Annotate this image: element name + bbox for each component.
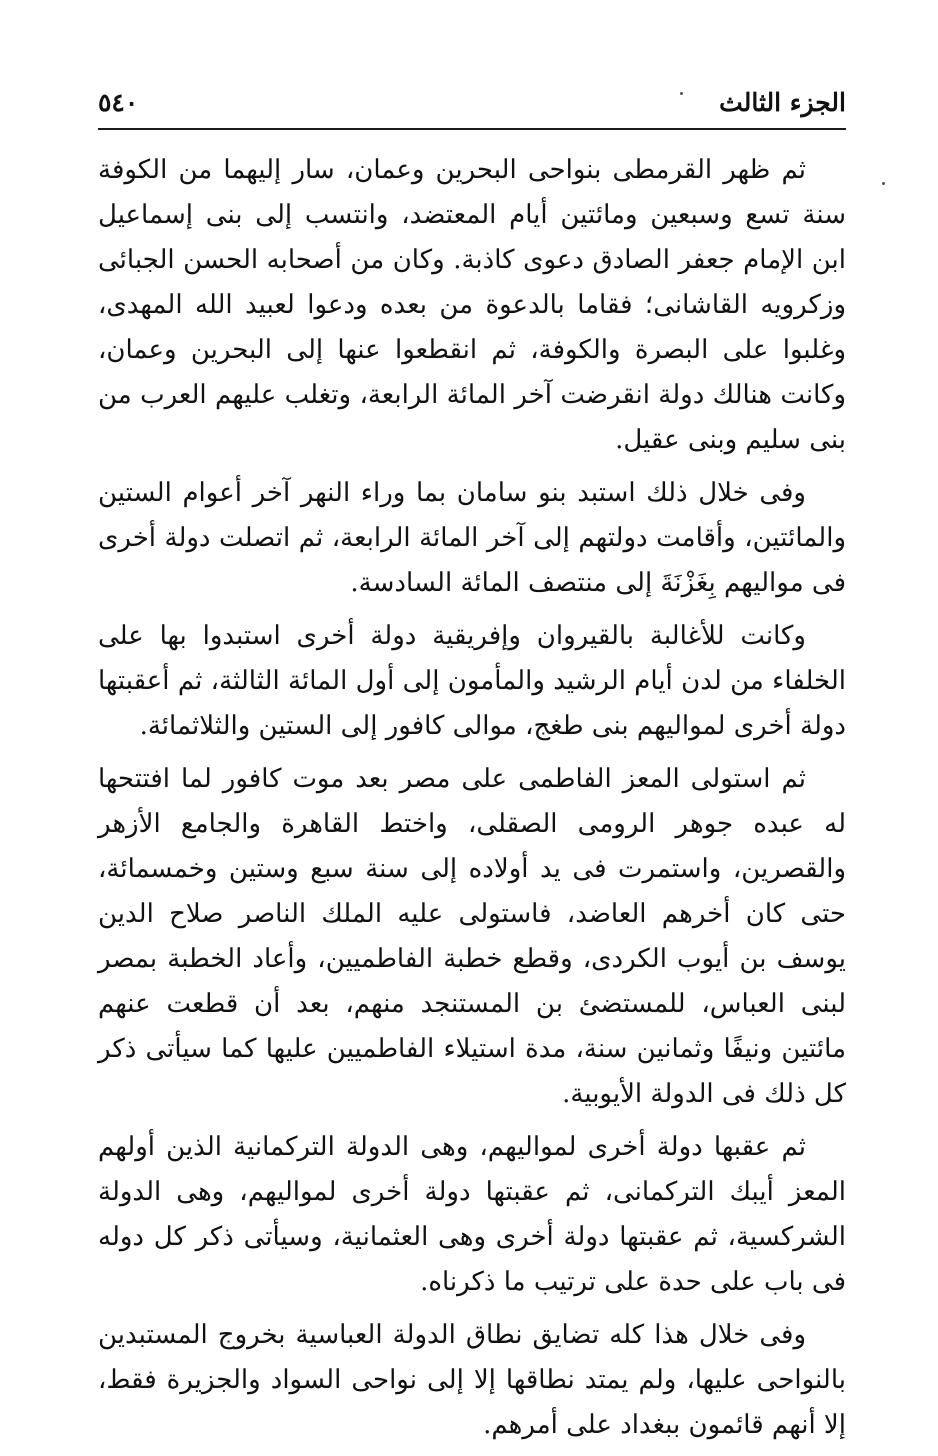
page-header [98,82,846,130]
paragraph-aghlabids: وكانت للأغالبة بالقيروان وإفريقية دولة أخرى استبدوا بها على الخلفاء من لدن أيام الرشيد والمأمون إلى أول المائة الثالثة، ثم أعقبتها دولة أخرى لمواليهم بنى طغج، موالى كافور إلى الستين والثلاثمائة. [98,621,846,741]
running-title: الجزء الثالث [719,88,846,117]
paragraph-abbasid-decline: وفى خلال هذا كله تضايق نطاق الدولة العباسية بخروج المستبدين بالنواحى عليها، ولم يمتد نطاقها إلا إلى نواحى السواد والجزيرة فقط، إلا أنهم قائمون ببغداد على أمرهم. [98,1320,846,1440]
paragraph-mamluks: ثم عقبها دولة أخرى لمواليهم، وهى الدولة التركمانية الذين أولهم المعز أيبك التركمانى، ثم عقبتها دولة أخرى لمواليهم، وهى الدولة الشركسية، ثم عقبتها دولة أخرى وهى العثمانية، وسيأتى ذكر كل دوله فى باب على حدة على ترتيب ما ذكرناه. [98,1132,846,1297]
paragraph-qarmati: ثم ظهر القرمطى بنواحى البحرين وعمان، سار إليهما من الكوفة سنة تسع وسبعين ومائتين أيام المعتضد، وانتسب إلى بنى إسماعيل ابن الإمام جعفر الصادق دعوى كاذبة. وكان من أصحابه الحسن الجبائى وزكرويه القاشانى؛ فقاما بالدعوة من بعده ودعوا لعبيد الله المهدى، وغلبوا على البصرة والكوفة، ثم انقطعوا عنها إلى البحرين وعمان، وكانت هنالك دولة انقرضت آخر المائة الرابعة، وتغلب عليهم العرب من بنى سليم وبنى عقيل. [98,155,846,455]
scan-speck [882,182,885,185]
paragraph-fatimids: ثم استولى المعز الفاطمى على مصر بعد موت كافور لما افتتحها له عبده جوهر الرومى الصقلى، واختط القاهرة والجامع الأزهر والقصرين، واستمرت فى يد أولاده إلى سنة سبع وستين وخمسمائة، حتى كان أخرهم العاضد، فاستولى عليه الملك الناصر صلاح الدين يوسف بن أيوب الكردى، وقطع خطبة الفاطميين، وأعاد الخطبة بمصر لبنى العباس، للمستضئ بن المستنجد منهم، بعد أن قطعت عنهم مائتين ونيفًا وثمانين سنة، مدة استيلاء الفاطميين عليها كما سيأتى ذكر كل ذلك فى الدولة الأيوبية. [98,764,846,1109]
scan-speck [680,92,683,95]
page-body [98,148,846,1456]
page-number: ٥٤٠ [98,88,139,117]
paragraph-samanids: وفى خلال ذلك استبد بنو سامان بما وراء النهر آخر أعوام الستين والمائتين، وأقامت دولتهم إلى آخر المائة الرابعة، ثم اتصلت دولة أخرى فى مواليهم بِغَزْنَةَ إلى منتصف المائة السادسة. [98,478,846,598]
